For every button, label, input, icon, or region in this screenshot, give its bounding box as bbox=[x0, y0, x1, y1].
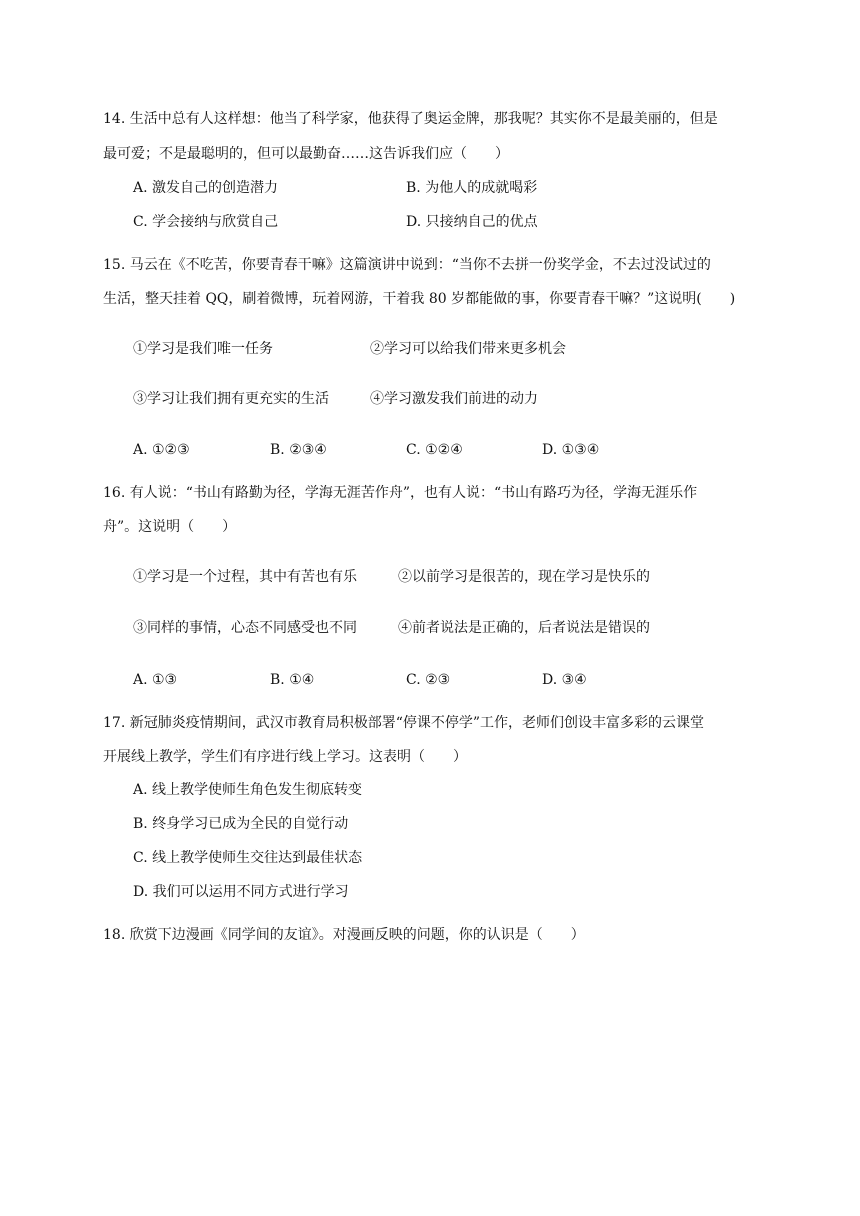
question-16-option-a: A. ①③ bbox=[133, 672, 178, 688]
question-14-stem-line-2: 最可爱；不是最聪明的，但可以最勤奋……这告诉我们应（ ） bbox=[103, 146, 509, 162]
question-15-stem-line-2: 生活，整天挂着 QQ，刷着微博，玩着网游，干着我 80 岁都能做的事，你要青春干嘛？”这说明( ) bbox=[103, 291, 736, 307]
question-17-option-a: A. 线上教学使师生角色发生彻底转变 bbox=[133, 782, 363, 798]
question-17-option-c: C. 线上教学使师生交往达到最佳状态 bbox=[133, 850, 363, 866]
question-17-stem-line-2: 开展线上教学，学生们有序进行线上学习。这表明（ ） bbox=[103, 749, 467, 765]
question-14-option-b: B. 为他人的成就喝彩 bbox=[406, 180, 538, 196]
question-15-statement-4: ④学习激发我们前进的动力 bbox=[370, 391, 538, 407]
question-16-option-c: C. ②③ bbox=[406, 672, 451, 688]
question-16-option-b: B. ①④ bbox=[270, 672, 315, 688]
question-15-option-a: A. ①②③ bbox=[133, 442, 190, 458]
question-16-statement-3: ③同样的事情，心态不同感受也不同 bbox=[133, 620, 357, 636]
question-18-stem-line-1: 18. 欣赏下边漫画《同学间的友谊》。对漫画反映的问题，你的认识是（ ） bbox=[103, 927, 585, 943]
question-16-statement-1: ①学习是一个过程，其中有苦也有乐 bbox=[133, 569, 357, 585]
question-14-option-d: D. 只接纳自己的优点 bbox=[406, 214, 538, 230]
question-15-statement-3: ③学习让我们拥有更充实的生活 bbox=[133, 391, 329, 407]
question-15-option-b: B. ②③④ bbox=[270, 442, 327, 458]
question-15-statement-2: ②学习可以给我们带来更多机会 bbox=[370, 341, 566, 357]
question-16-statement-2: ②以前学习是很苦的，现在学习是快乐的 bbox=[398, 569, 650, 585]
question-14-stem-line-1: 14. 生活中总有人这样想：他当了科学家，他获得了奥运金牌，那我呢？其实你不是最美丽的，但是 bbox=[103, 111, 718, 127]
question-14-option-c: C. 学会接纳与欣赏自己 bbox=[133, 214, 279, 230]
question-16-statement-4: ④前者说法是正确的，后者说法是错误的 bbox=[398, 620, 650, 636]
question-15-stem-line-1: 15. 马云在《不吃苦，你要青春干嘛》这篇演讲中说到：“当你不去拼一份奖学金，不去过没试过的 bbox=[103, 257, 711, 273]
question-15-statement-1: ①学习是我们唯一任务 bbox=[133, 341, 273, 357]
question-17-option-b: B. 终身学习已成为全民的自觉行动 bbox=[133, 816, 349, 832]
question-15-option-c: C. ①②④ bbox=[406, 442, 463, 458]
question-16-option-d: D. ③④ bbox=[542, 672, 587, 688]
question-16-stem-line-1: 16. 有人说：“书山有路勤为径，学海无涯苦作舟”，也有人说：“书山有路巧为径，学海无涯乐作 bbox=[103, 485, 698, 501]
question-17-stem-line-1: 17. 新冠肺炎疫情期间，武汉市教育局积极部署“停课不停学”工作，老师们创设丰富多彩的云课堂 bbox=[103, 715, 705, 731]
question-15-option-d: D. ①③④ bbox=[542, 442, 600, 458]
question-14-option-a: A. 激发自己的创造潜力 bbox=[133, 180, 279, 196]
question-16-stem-line-2: 舟”。这说明（ ） bbox=[103, 519, 237, 535]
question-17-option-d: D. 我们可以运用不同方式进行学习 bbox=[133, 884, 349, 900]
